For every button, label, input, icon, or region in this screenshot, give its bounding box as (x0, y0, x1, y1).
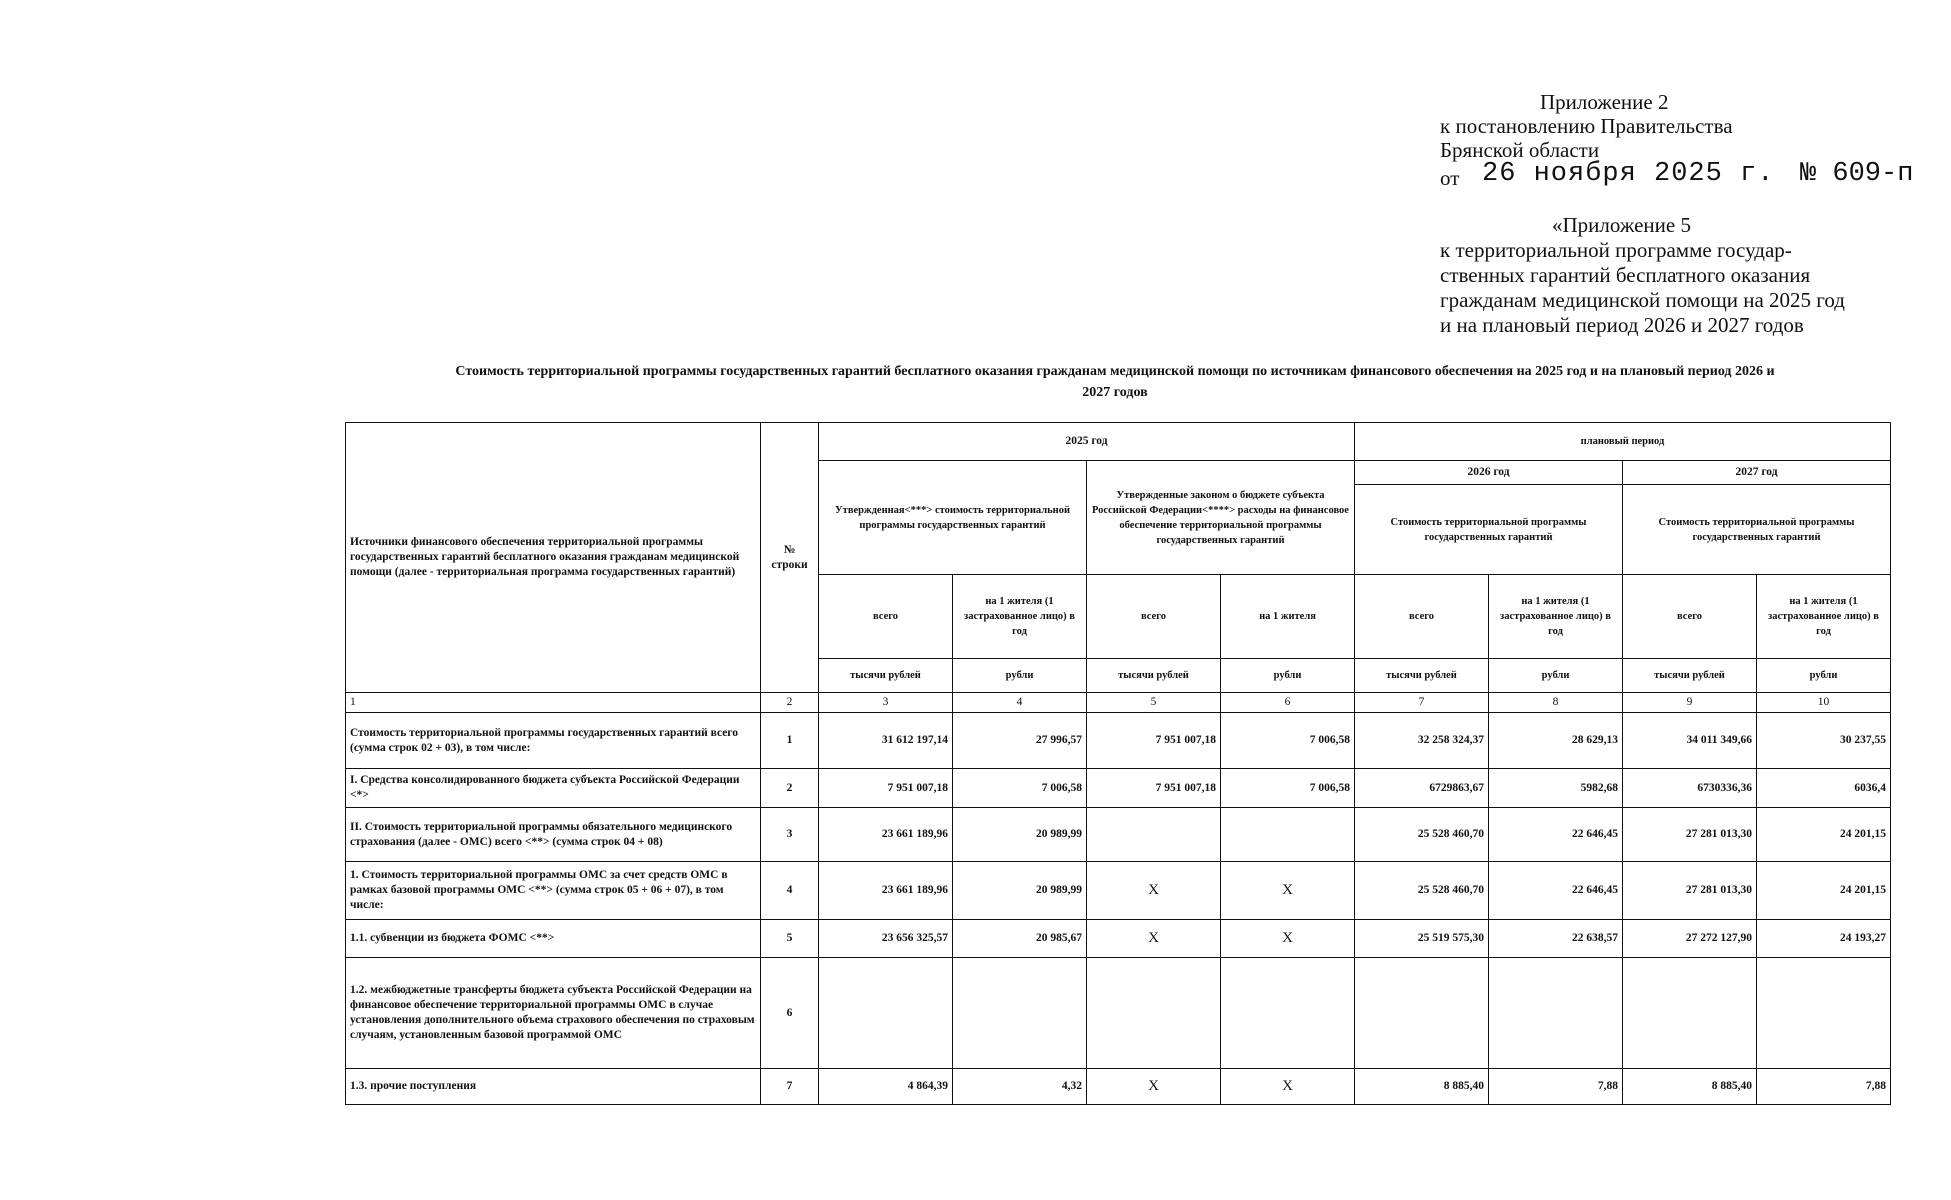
header-planned: плановый период (1355, 423, 1891, 461)
cell-value: X (1087, 862, 1221, 920)
row-label: 1.1. субвенции из бюджета ФОМС <**> (346, 920, 761, 958)
table-row (346, 958, 1891, 1069)
cell-value: X (1221, 1069, 1355, 1105)
row-label: 1. Стоимость территориальной программы ОМС за счет средств ОМС в рамках базовой программы ОМС <**> (сумма строк 05 + 06 + 07), в том числе: (346, 862, 761, 920)
appendix-5-line-4: гражданам медицинской помощи на 2025 год (1440, 288, 1845, 312)
header-approved-law: Утвержденные законом о бюджете субъекта Российской Федерации<****> расходы на финансовое обеспечение территориальной программы государственных гарантий (1087, 461, 1355, 575)
cell-value: 24 201,15 (1757, 808, 1891, 862)
cell-value: 7 951 007,18 (1087, 713, 1221, 769)
appendix-5-title: «Приложение 5 (1552, 213, 1691, 237)
cell-value: 30 237,55 (1757, 713, 1891, 769)
cell-value: X (1221, 920, 1355, 958)
header-total-4: всего (1623, 575, 1757, 659)
table-row (346, 808, 1891, 862)
appendix-5-header (1440, 213, 1920, 338)
document-title-line-2: 2027 годов (1082, 385, 1148, 400)
header-2027: 2027 год (1623, 461, 1891, 485)
cell-value: X (1087, 1069, 1221, 1105)
cell-value: 24 201,15 (1757, 862, 1891, 920)
header-approved-cost: Утвержденная<***> стоимость территориальной программы государственных гарантий (819, 461, 1087, 575)
cell-value (1087, 808, 1221, 862)
cell-value: 6730336,36 (1623, 769, 1757, 808)
cell-value: 7 951 007,18 (1087, 769, 1221, 808)
cell-value: 7 006,58 (1221, 769, 1355, 808)
header-per-resident: на 1 жителя (1221, 575, 1355, 659)
financing-table (345, 422, 1891, 1105)
header-date-line (1440, 159, 1920, 192)
unit-thousand-1: тысячи рублей (819, 659, 953, 693)
document-title (345, 361, 1885, 403)
header-row-1 (346, 423, 1891, 461)
row-number: 4 (761, 862, 819, 920)
cell-value: 8 885,40 (1623, 1069, 1757, 1105)
table-row (346, 769, 1891, 808)
row-number: 2 (761, 769, 819, 808)
col-number: 4 (953, 693, 1087, 713)
row-number: 6 (761, 958, 819, 1069)
unit-thousand-3: тысячи рублей (1355, 659, 1489, 693)
unit-rub-3: рубли (1489, 659, 1623, 693)
header-2026: 2026 год (1355, 461, 1623, 485)
header-total-1: всего (819, 575, 953, 659)
table-row (346, 920, 1891, 958)
cell-value (1087, 958, 1221, 1069)
cell-value: 4,32 (953, 1069, 1087, 1105)
appendix-5-line-3: ственных гарантий бесплатного оказания (1440, 263, 1811, 287)
header-date: 26 ноября 2025 г. (1482, 159, 1775, 189)
header-row-no: № строки (761, 423, 819, 693)
cell-value: 7 951 007,18 (819, 769, 953, 808)
cell-value: X (1087, 920, 1221, 958)
row-label: I. Средства консолидированного бюджета субъекта Российской Федерации <*> (346, 769, 761, 808)
cell-value: 20 989,99 (953, 808, 1087, 862)
cell-value: 6036,4 (1757, 769, 1891, 808)
cell-value: 25 519 575,30 (1355, 920, 1489, 958)
cell-value: 24 193,27 (1757, 920, 1891, 958)
row-number: 1 (761, 713, 819, 769)
cell-value: X (1221, 862, 1355, 920)
header-2025: 2025 год (819, 423, 1355, 461)
header-source: Источники финансового обеспечения территориальной программы государственных гарантий бесплатного оказания гражданам медицинской помощи (далее - территориальная программа государственных гарантий) (346, 423, 761, 693)
col-number: 9 (1623, 693, 1757, 713)
cell-value: 27 281 013,30 (1623, 862, 1757, 920)
unit-rub-2: рубли (1221, 659, 1355, 693)
unit-rub-4: рубли (1757, 659, 1891, 693)
col-number: 7 (1355, 693, 1489, 713)
header-line-region: Брянской области (1440, 138, 1600, 162)
cell-value (1355, 958, 1489, 1069)
header-cost-2026: Стоимость территориальной программы государственных гарантий (1355, 485, 1623, 575)
col-number: 3 (819, 693, 953, 713)
header-per-insured-2: на 1 жителя (1 застрахованное лицо) в год (1489, 575, 1623, 659)
unit-thousand-4: тысячи рублей (1623, 659, 1757, 693)
row-number: 7 (761, 1069, 819, 1105)
table-row (346, 713, 1891, 769)
header-cost-2027: Стоимость территориальной программы государственных гарантий (1623, 485, 1891, 575)
cell-value: 32 258 324,37 (1355, 713, 1489, 769)
cell-value: 23 656 325,57 (819, 920, 953, 958)
cell-value: 4 864,39 (819, 1069, 953, 1105)
cell-value (1489, 958, 1623, 1069)
unit-thousand-2: тысячи рублей (1087, 659, 1221, 693)
header-total-3: всего (1355, 575, 1489, 659)
cell-value: 6729863,67 (1355, 769, 1489, 808)
appendix-5-line-5: и на плановый период 2026 и 2027 годов (1440, 313, 1804, 337)
table-row (346, 1069, 1891, 1105)
cell-value: 20 989,99 (953, 862, 1087, 920)
cell-value: 28 629,13 (1489, 713, 1623, 769)
cell-value: 25 528 460,70 (1355, 808, 1489, 862)
row-label: Стоимость территориальной программы государственных гарантий всего (сумма строк 02 + 03), в том числе: (346, 713, 761, 769)
cell-value: 7,88 (1757, 1069, 1891, 1105)
cell-value: 34 011 349,66 (1623, 713, 1757, 769)
row-number: 3 (761, 808, 819, 862)
header-total-2: всего (1087, 575, 1221, 659)
cell-value: 20 985,67 (953, 920, 1087, 958)
appendix-5-line-2: к территориальной программе государ- (1440, 238, 1792, 262)
header-from: от (1440, 166, 1460, 190)
cell-value: 27 272 127,90 (1623, 920, 1757, 958)
cell-value: 7 006,58 (1221, 713, 1355, 769)
header-number: № 609-п (1800, 159, 1914, 189)
unit-rub-1: рубли (953, 659, 1087, 693)
cell-value: 23 661 189,96 (819, 808, 953, 862)
cell-value (1221, 808, 1355, 862)
cell-value (1623, 958, 1757, 1069)
row-label: 1.2. межбюджетные трансферты бюджета субъекта Российской Федерации на финансовое обеспечение территориальной программы ОМС в случае установления дополнительного объема страхового обеспечения по страховым случаям, установленным базовой программой ОМС (346, 958, 761, 1069)
table-row (346, 862, 1891, 920)
cell-value: 31 612 197,14 (819, 713, 953, 769)
col-number: 1 (346, 693, 761, 713)
header-per-insured-1: на 1 жителя (1 застрахованное лицо) в год (953, 575, 1087, 659)
cell-value (1221, 958, 1355, 1069)
col-number: 8 (1489, 693, 1623, 713)
cell-value: 22 638,57 (1489, 920, 1623, 958)
col-number: 2 (761, 693, 819, 713)
cell-value: 7 006,58 (953, 769, 1087, 808)
document-title-line-1: Стоимость территориальной программы государственных гарантий бесплатного оказания гражданам медицинской помощи по источникам финансового обеспечения на 2025 год и на плановый период 2026 и (455, 364, 1775, 379)
row-label: 1.3. прочие поступления (346, 1069, 761, 1105)
cell-value: 27 281 013,30 (1623, 808, 1757, 862)
cell-value: 22 646,45 (1489, 862, 1623, 920)
col-number: 6 (1221, 693, 1355, 713)
col-number: 10 (1757, 693, 1891, 713)
appendix-2-title: Приложение 2 (1540, 90, 1669, 114)
cell-value (819, 958, 953, 1069)
cell-value: 22 646,45 (1489, 808, 1623, 862)
appendix-2-header (1440, 90, 1920, 192)
cell-value: 5982,68 (1489, 769, 1623, 808)
col-number: 5 (1087, 693, 1221, 713)
cell-value: 27 996,57 (953, 713, 1087, 769)
cell-value: 7,88 (1489, 1069, 1623, 1105)
cell-value: 23 661 189,96 (819, 862, 953, 920)
cell-value (953, 958, 1087, 1069)
cell-value (1757, 958, 1891, 1069)
row-label: II. Стоимость территориальной программы обязательного медицинского страхования (далее - ОМС) всего <**> (сумма строк 04 + 08) (346, 808, 761, 862)
header-line-resolution: к постановлению Правительства (1440, 114, 1733, 138)
row-number: 5 (761, 920, 819, 958)
cell-value: 8 885,40 (1355, 1069, 1489, 1105)
header-per-insured-3: на 1 жителя (1 застрахованное лицо) в год (1757, 575, 1891, 659)
column-number-row (346, 693, 1891, 713)
cell-value: 25 528 460,70 (1355, 862, 1489, 920)
